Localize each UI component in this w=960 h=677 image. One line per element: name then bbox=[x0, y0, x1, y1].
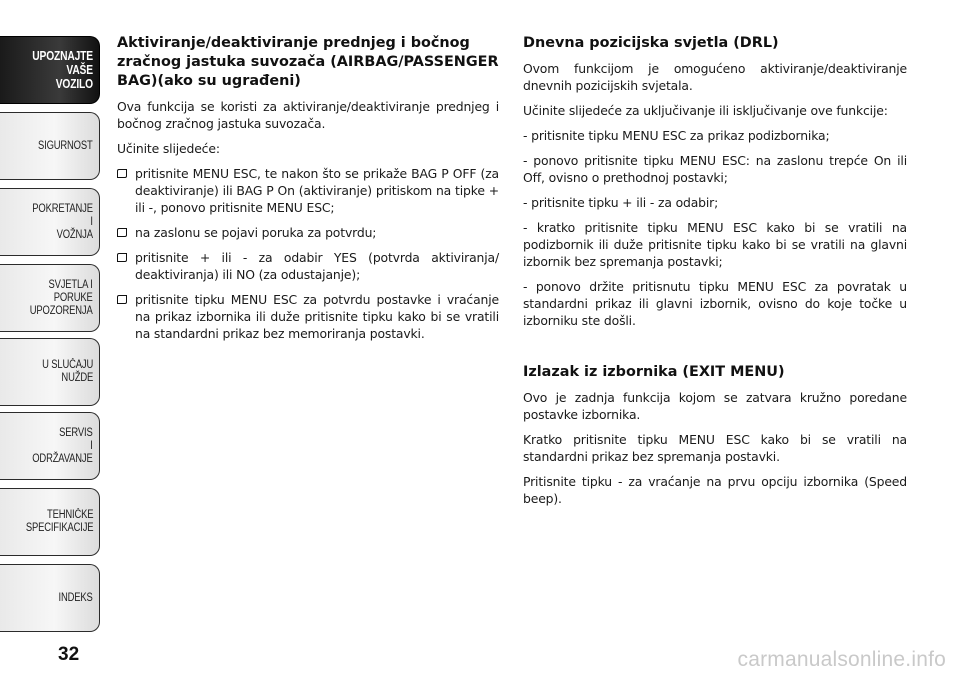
tab-label: UPOZNAJTE VAŠE VOZILO bbox=[32, 49, 93, 91]
section-heading: Aktiviranje/deaktiviranje prednjeg i bočnog zračnog jastuka suvozača (AIRBAG/PASSENGER BAG)(ako su ugrađeni) bbox=[117, 35, 499, 89]
paragraph: Učinite slijedeće za uključivanje ili isključivanje ove funkcije: bbox=[523, 103, 888, 118]
list-item bbox=[117, 224, 499, 241]
paragraph: Ovom funkcijom je omogućeno aktiviranje/deaktiviranje dnevnih pozicijskih svjetala. bbox=[523, 61, 907, 93]
list-item-text: pritisnite MENU ESC, te nakon što se prikaže BAG P OFF (za deaktiviranje) ili BAG P On (aktiviranje) pritiskom na tipke + ili -, ponovo pritisnite MENU ESC; bbox=[135, 166, 499, 215]
page-number: 32 bbox=[58, 644, 80, 665]
tab-tehnicke-specifikacije[interactable] bbox=[0, 488, 100, 556]
tab-u-slucaju-nuzde[interactable] bbox=[0, 338, 100, 406]
paragraph: Ova funkcija se koristi za aktiviranje/deaktiviranje prednjeg i bočnog zračnog jastuka suvozača. bbox=[117, 99, 499, 131]
tab-servis-i-odrzavanje[interactable] bbox=[0, 412, 100, 480]
paragraph: Pritisnite tipku - za vraćanje na prvu opciju izbornika (Speed beep). bbox=[523, 474, 907, 506]
drl-section bbox=[523, 34, 907, 515]
tab-upoznajte-vase-vozilo[interactable] bbox=[0, 36, 100, 104]
tab-svjetla-i-poruke[interactable] bbox=[0, 264, 100, 332]
section-heading: Dnevna pozicijska svjetla (DRL) bbox=[523, 35, 779, 51]
watermark: carmanualsonline.info bbox=[737, 648, 946, 671]
paragraph: Ovo je zadnja funkcija kojom se zatvara kružno poredane postavke izbornika. bbox=[523, 390, 907, 422]
paragraph: Kratko pritisnite tipku MENU ESC kako bi se vratili na standardni prikaz bez spremanja postavki. bbox=[523, 432, 907, 464]
bullet-icon bbox=[117, 228, 127, 237]
list-item bbox=[117, 291, 499, 342]
paragraph: - ponovo držite pritisnutu tipku MENU ESC za povratak u standardni prikaz ili glavni izbornik, ovisno do koje točke u izborniku ste došli. bbox=[523, 279, 907, 328]
tab-label: SIGURNOST bbox=[38, 139, 93, 152]
list-item-text: pritisnite tipku MENU ESC za potvrdu postavke i vraćanje na prikaz izbornika ili duže pritisnite tipku kako bi se vratili na standardni prikaz bez memoriranja postavki. bbox=[135, 292, 499, 341]
tab-label: INDEKS bbox=[58, 591, 93, 604]
paragraph: - ponovo pritisnite tipku MENU ESC: na zaslonu trepće On ili Off, ovisno o prethodnoj postavki; bbox=[523, 153, 907, 185]
spacer bbox=[523, 337, 907, 363]
bullet-icon bbox=[117, 295, 127, 304]
paragraph: Učinite slijedeće: bbox=[117, 141, 220, 156]
tab-label: U SLUČAJU NUŽDE bbox=[42, 359, 93, 384]
list-item bbox=[117, 249, 499, 283]
tab-pokretanje-i-voznja[interactable] bbox=[0, 188, 100, 256]
tab-label: SVJETLA I PORUKE UPOZORENJA bbox=[30, 278, 93, 317]
steps-list bbox=[117, 165, 499, 342]
paragraph: - pritisnite tipku MENU ESC za prikaz podizbornika; bbox=[523, 128, 830, 143]
paragraph: - kratko pritisnite tipku MENU ESC kako bi se vratili na podizbornik ili duže pritisnite tipku kako bi se vratili na glavni izbornik bez spremanja postavki; bbox=[523, 220, 907, 269]
section-heading: Izlazak iz izbornika (EXIT MENU) bbox=[523, 364, 785, 380]
bullet-icon bbox=[117, 169, 127, 178]
list-item-text: na zaslonu se pojavi poruka za potvrdu; bbox=[135, 225, 377, 240]
paragraph: - pritisnite tipku + ili - za odabir; bbox=[523, 195, 719, 210]
tab-indeks[interactable] bbox=[0, 564, 100, 632]
tab-label: POKRETANJE I VOŽNJA bbox=[32, 202, 93, 241]
list-item bbox=[117, 165, 499, 216]
list-item-text: pritisnite + ili - za odabir YES (potvrda aktiviranja/ deaktiviranja) ili NO (za odustajanje); bbox=[135, 250, 499, 282]
bullet-icon bbox=[117, 253, 127, 262]
tab-label: SERVIS I ODRŽAVANJE bbox=[32, 426, 93, 465]
tab-sigurnost[interactable] bbox=[0, 112, 100, 180]
airbag-section bbox=[117, 34, 499, 350]
tab-label: TEHNIČKE SPECIFIKACIJE bbox=[25, 509, 93, 534]
